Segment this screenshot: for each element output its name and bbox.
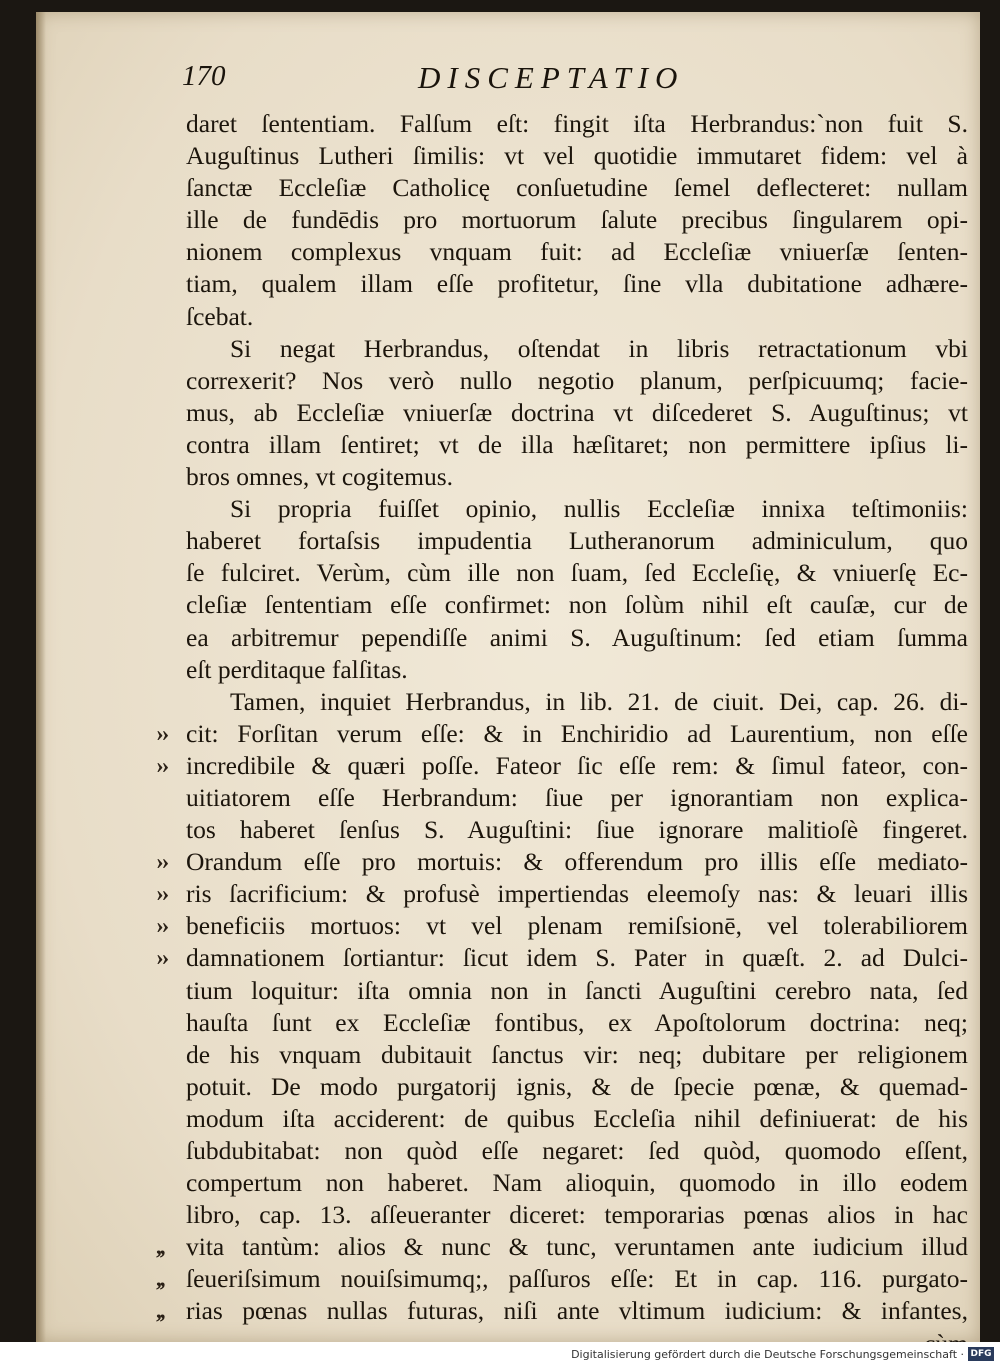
quotation-marker: ›› [156,881,168,907]
book-page [36,12,980,1342]
line-text: nionem complexus vnquam fuit: ad Eccleſiæ vniuerſæ ſenten- [186,237,968,267]
line-text: ea arbitremur pependiſſe animi S. Auguſtinum: ſed etiam ſumma [186,622,968,652]
line-text: Orandum eſſe pro mortuis: & offerendum pro illis eſſe mediato- [186,847,968,877]
text-line [36,1199,980,1231]
line-text: rias pœnas nullas futuras, niſi ante vltimum iudicium: & infantes, [186,1296,968,1326]
text-line [36,814,980,846]
text-line [36,429,980,461]
quotation-marker: ›› [156,752,168,778]
text-line [36,782,980,814]
body-text [36,108,980,1360]
text-line [36,654,980,686]
line-text: correxerit? Nos verò nullo negotio planum, perſpicuumq; facie- [186,365,968,395]
text-line [36,622,980,654]
line-text: mus, ab Eccleſiæ vniuerſæ doctrina vt diſcederet S. Auguſtinus; vt [186,397,968,427]
page-number: 170 [182,60,226,92]
digitization-footer [0,1342,1000,1367]
text-line [36,1167,980,1199]
quotation-marker: ›› [156,849,168,875]
text-line [36,397,980,429]
line-text: bros omnes, vt cogitemus. [186,462,454,492]
text-line [36,365,980,397]
line-text: hauſta ſunt ex Eccleſiæ fontibus, ex Apoſtolorum doctrina: neq; [186,1007,968,1037]
line-text: Si negat Herbrandus, oſtendat in libris retractationum vbi [230,333,968,363]
line-text: tiam, qualem illam eſſe profitetur, ſine vlla dubitatione adhære- [186,269,968,299]
text-line [36,1231,980,1263]
page-header [182,60,902,100]
line-text: eſt perditaque falſitas. [186,654,408,684]
quotation-marker: ,, [156,1234,164,1260]
line-text: damnationem ſortiantur: ſicut idem S. Pater in quæſt. 2. ad Dulci- [186,943,968,973]
text-line [36,204,980,236]
text-line [36,172,980,204]
line-text: cleſiæ ſententiam eſſe confirmet: non ſolùm nihil eſt cauſæ, cur de [186,590,968,620]
running-title: DISCEPTATIO [418,60,685,95]
line-text: haberet fortaſsis impudentia Lutheranorum adminiculum, quo [186,526,968,556]
text-line [36,750,980,782]
line-text: cit: Forſitan verum eſſe: & in Enchiridio ad Laurentium, non eſſe [186,718,968,748]
quotation-marker: ,, [156,1298,164,1324]
line-text: Tamen, inquiet Herbrandus, in lib. 21. de ciuit. Dei, cap. 26. di- [230,686,968,716]
text-line [36,589,980,621]
line-text: Si propria fuiſſet opinio, nullis Eccleſiæ innixa teſtimoniis: [230,494,968,524]
quotation-marker: ›› [156,913,168,939]
text-line [36,1007,980,1039]
text-line [36,493,980,525]
text-line [36,975,980,1007]
quotation-marker: ,, [156,1266,164,1292]
line-text: ſe fulciret. Verùm, cùm ille non ſuam, ſed Eccleſię, & vniuerſę Ec- [186,558,968,588]
text-line [36,1135,980,1167]
text-line [36,718,980,750]
text-line [36,1295,980,1327]
line-text: ille de fundēdis pro mortuorum ſalute precibus ſingularem opi- [186,205,968,235]
text-line [36,686,980,718]
text-line [36,846,980,878]
line-text: compertum non haberet. Nam alioquin, quomodo in illo eodem [186,1168,968,1198]
line-text: ſeueriſsimum nouiſsimumq;, paſſuros eſſe: Et in cap. 116. purgato- [186,1264,968,1294]
text-line [36,461,980,493]
text-line [36,942,980,974]
line-text: uitiatorem eſſe Herbrandum: ſiue per ignorantiam non explica- [186,782,968,812]
text-line [36,1039,980,1071]
quotation-marker: ›› [156,720,168,746]
line-text: modum iſta acciderent: de quibus Eccleſia nihil definiuerat: de his [186,1103,968,1133]
line-text: Auguſtinus Lutheri ſimilis: vt vel quotidie immutaret fidem: vel à [186,141,968,171]
line-text: ris ſacrificium: & profusè impertiendas eleemoſy nas: & leuari illis [186,879,968,909]
text-line [36,1103,980,1135]
text-line [36,878,980,910]
line-text: ſanctæ Eccleſiæ Catholicę conſuetudine ſemel deflecteret: nullam [186,173,968,203]
line-text: tos haberet ſenſus S. Auguſtini: ſiue ignorare malitioſè fingeret. [186,815,968,845]
text-line [36,140,980,172]
text-line [36,236,980,268]
footer-credit: Digitalisierung gefördert durch die Deutsche Forschungsgemeinschaft · [571,1348,964,1361]
line-text: libro, cap. 13. aſſeueranter diceret: temporarias pœnas alios in hac [186,1200,968,1230]
line-text: ſcebat. [186,301,254,331]
line-text: vita tantùm: alios & nunc & tunc, veruntamen ante iudicium illud [186,1232,968,1262]
line-text: daret ſententiam. Falſum eſt: fingit iſta Herbrandus:`non fuit S. [186,109,968,138]
line-text: incredibile & quæri poſſe. Fateor ſic eſſe rem: & ſimul fateor, con- [186,750,968,780]
text-line [36,301,980,333]
line-text: beneficiis mortuos: vt vel plenam remiſsionē, vel tolerabiliorem [186,911,968,941]
text-line [36,1263,980,1295]
text-line [36,557,980,589]
line-text: potuit. De modo purgatorij ignis, & de ſpecie pœnæ, & quemad- [186,1071,968,1101]
dfg-logo-icon: DFG [968,1347,994,1361]
line-text: de his vnquam dubitauit ſanctus vir: neq; dubitare per religionem [186,1039,968,1069]
text-line [36,108,980,140]
line-text: tium loquitur: iſta omnia non in ſancti Auguſtini cerebro nata, ſed [186,975,968,1005]
text-line [36,910,980,942]
text-line [36,525,980,557]
text-line [36,333,980,365]
line-text: ſubdubitabat: non quòd eſſe negaret: ſed quòd, quomodo eſſent, [186,1136,968,1165]
text-line [36,1071,980,1103]
quotation-marker: ›› [156,945,168,971]
text-line [36,268,980,300]
line-text: contra illam ſentiret; vt de illa hæſitaret; non permittere ipſius li- [186,429,968,459]
